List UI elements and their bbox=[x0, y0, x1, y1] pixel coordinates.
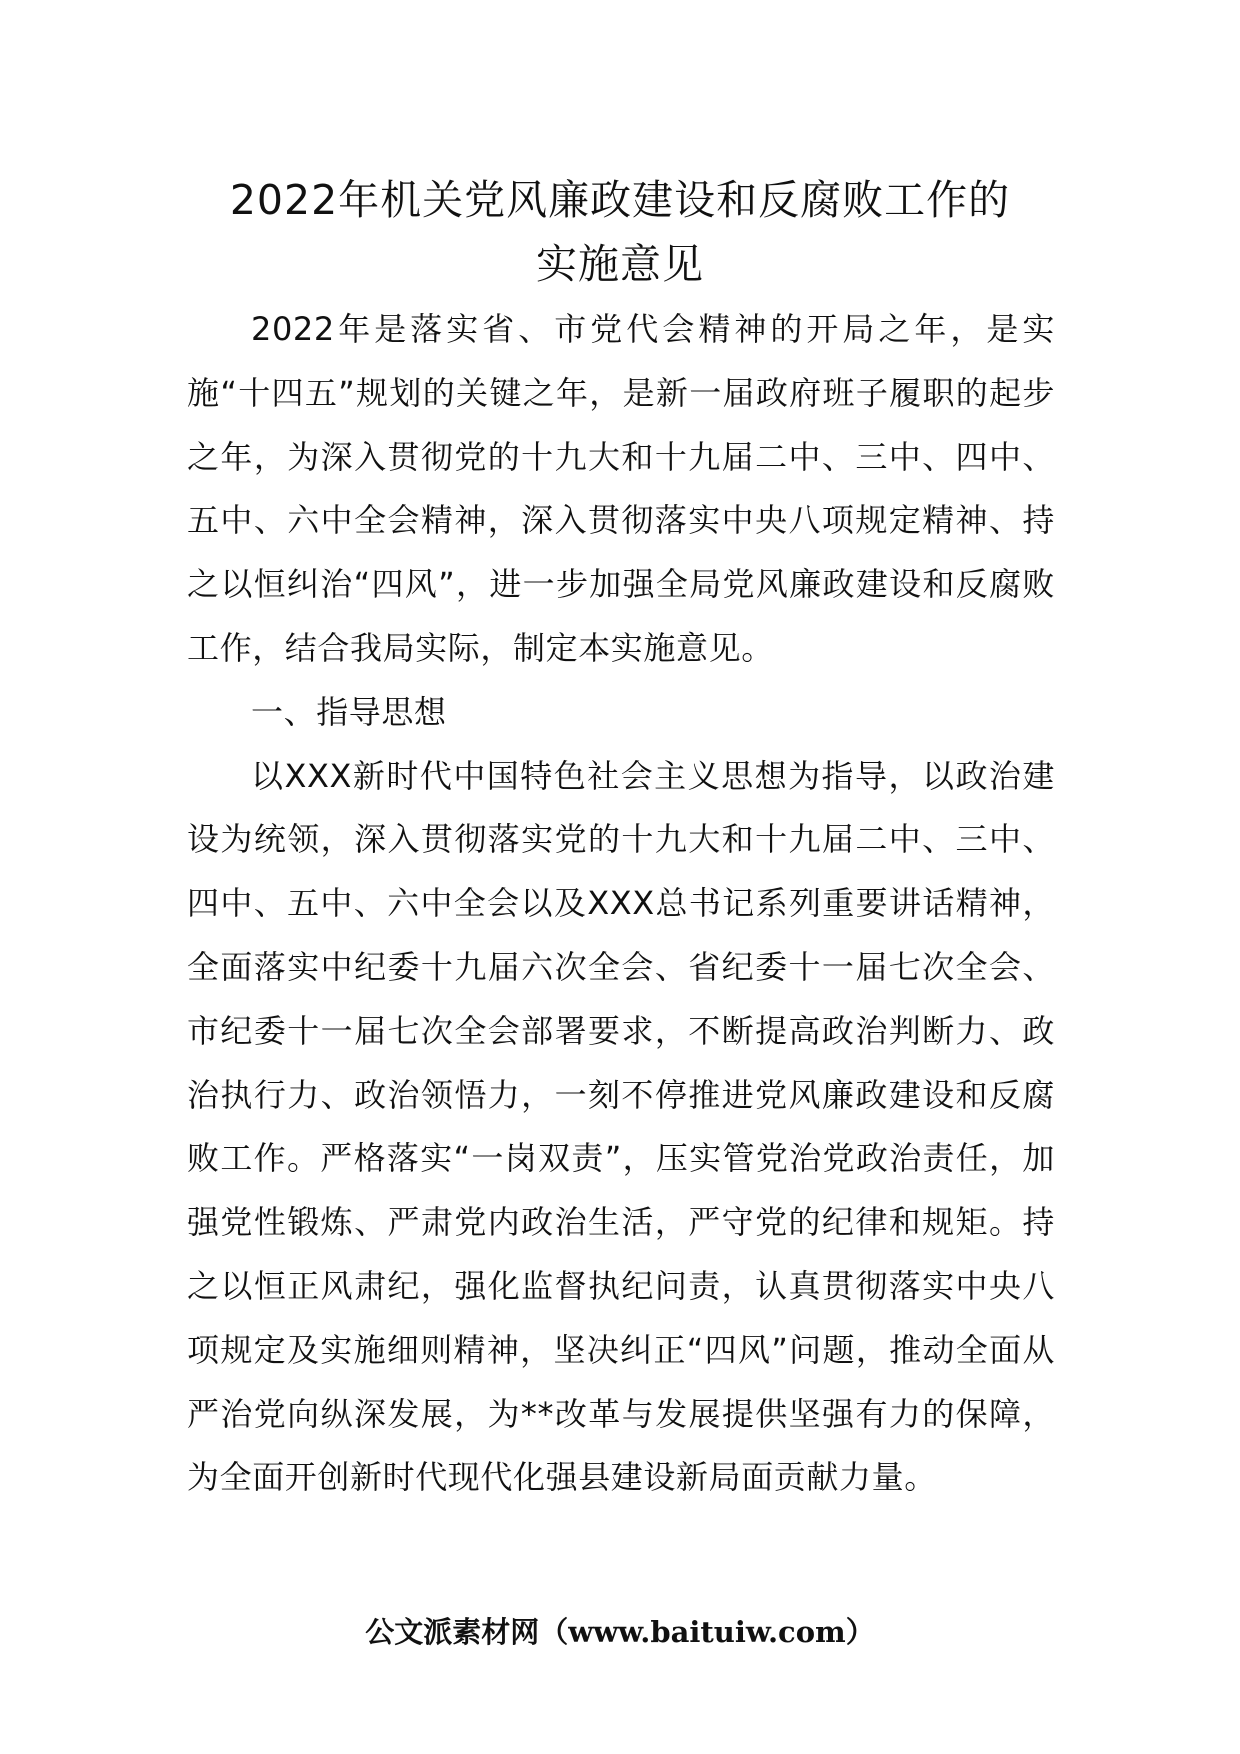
document-title-line-2: 实施意见 bbox=[536, 240, 704, 288]
section-paragraph-guiding-ideology: 以XXX新时代中国特色社会主义思想为指导，以政治建设为统领，深入贯彻落实党的十九大和十九届二中、三中、四中、五中、六中全会以及XXX总书记系列重要讲话精神，全面落实中纪委十九届六次全会、省纪委十一届七次全会、市纪委十一届七次全会部署要求，不断提高政治判断力、政治执行力、政治领悟力，一刻不停推进党风廉政建设和反腐败工作。严格落实“一岗双责”，压实管党治党政治责任，加强党性锻炼、严肃党内政治生活，严守党的纪律和规矩。持之以恒正风肃纪，强化监督执纪问责，认真贯彻落实中央八项规定及实施细则精神，坚决纠正“四风”问题，推动全面从严治党向纵深发展，为**改革与发展提供坚强有力的保障，为全面开创新时代现代化强县建设新局面贡献力量。 bbox=[187, 756, 1055, 1497]
intro-paragraph: 2022年是落实省、市党代会精神的开局之年，是实施“十四五”规划的关键之年，是新一届政府班子履职的起步之年，为深入贯彻党的十九大和十九届二中、三中、四中、五中、六中全会精神，深入贯彻落实中央八项规定精神、持之以恒纠治“四风”，进一步加强全局党风廉政建设和反腐败工作，结合我局实际，制定本实施意见。 bbox=[187, 310, 1055, 667]
section-heading-guiding-ideology: 一、指导思想 bbox=[251, 692, 447, 731]
document-title-line-1: 2022年机关党风廉政建设和反腐败工作的 bbox=[229, 176, 1011, 224]
footer-watermark: 公文派素材网（www.baituiw.com） bbox=[365, 1615, 875, 1649]
document-body bbox=[187, 298, 1055, 1510]
